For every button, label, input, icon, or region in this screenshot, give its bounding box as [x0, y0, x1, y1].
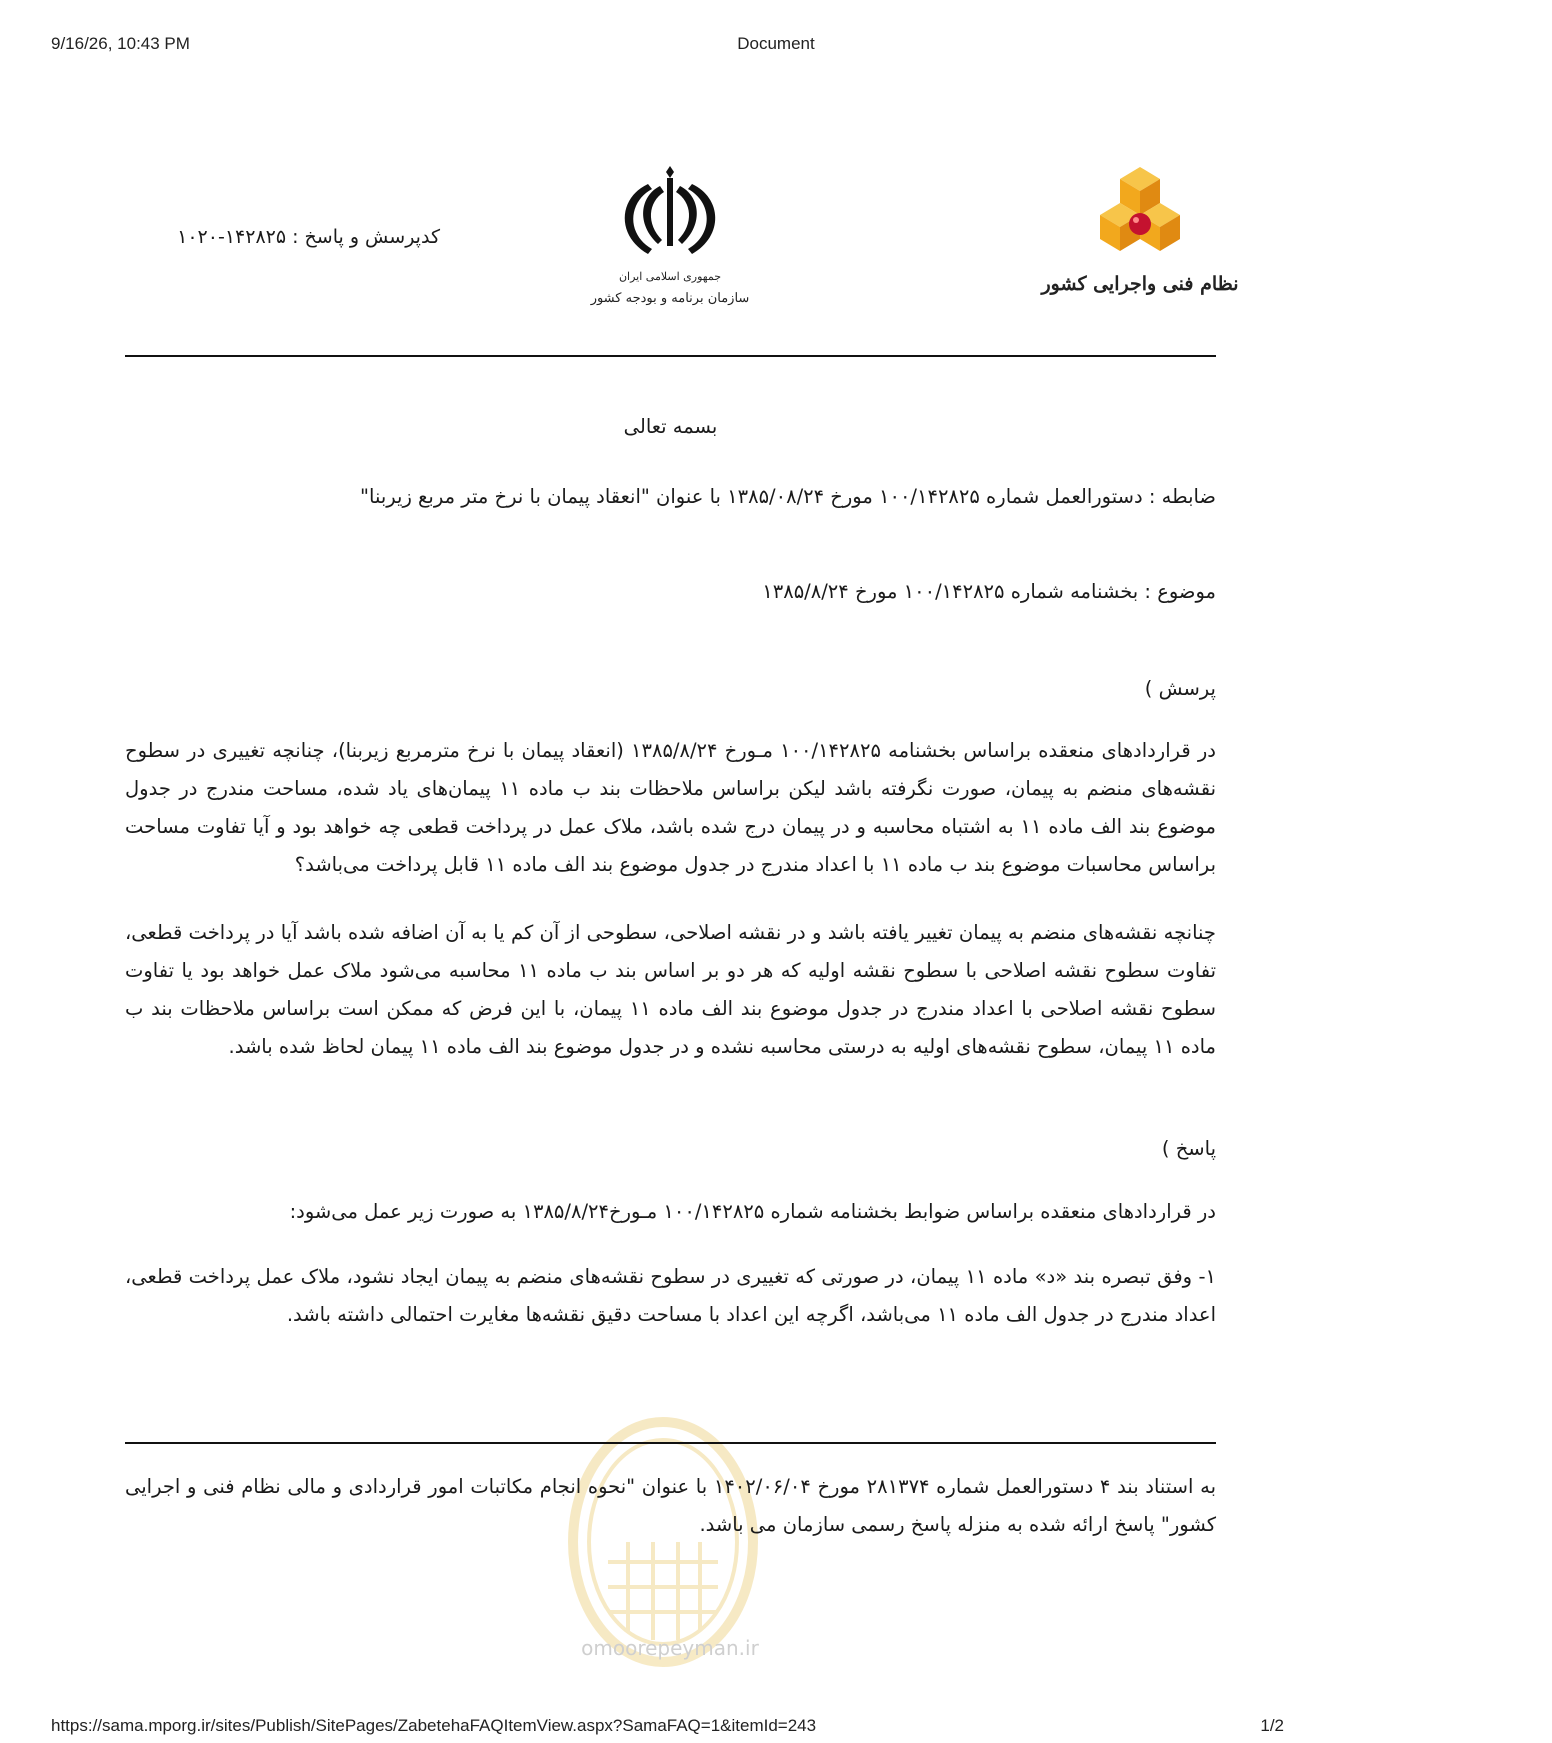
zabeteh-line: ضابطه : دستورالعمل شماره ۱۰۰/۱۴۲۸۲۵ مورخ ۱۳۸۵/۰۸/۲۴ با عنوان "انعقاد پیمان با نرخ متر مربع زیربنا" [360, 485, 1216, 508]
bismillah: بسمه تعالی [623, 415, 718, 438]
iran-emblem-icon [625, 166, 716, 254]
footer-divider [125, 1442, 1216, 1444]
faq-code: کدپرسش و پاسخ : ۱۴۲۸۲۵-۱۰۲۰ [177, 226, 440, 248]
emblem-line2: سازمان برنامه و بودجه کشور [590, 291, 750, 306]
header-divider [125, 355, 1216, 357]
subject-line: موضوع : بخشنامه شماره ۱۰۰/۱۴۲۸۲۵ مورخ ۱۳۸۵/۸/۲۴ [762, 580, 1216, 603]
print-page-number: 1/2 [1260, 1716, 1284, 1735]
print-url[interactable]: https://sama.mporg.ir/sites/Publish/SitePages/ZabetehaFAQItemView.aspx?SamaFAQ=1&itemId=243 [51, 1716, 817, 1735]
question-label: پرسش ) [1144, 677, 1216, 700]
iran-emblem-logo [590, 158, 750, 313]
nezam-fani-logo-text: نظام فنی واجرایی کشور [1041, 273, 1239, 295]
answer-intro: در قراردادهای منعقده براساس ضوابط بخشنامه شماره ۱۰۰/۱۴۲۸۲۵ مـورخ۱۳۸۵/۸/۲۴ به صورت زیر عمل می‌شود: [289, 1200, 1216, 1223]
nezam-fani-logo [1041, 162, 1239, 302]
cube-pyramid-icon [1100, 167, 1180, 251]
answer-label: پاسخ ) [1161, 1137, 1216, 1160]
emblem-line1: جمهوری اسلامی ایران [618, 270, 722, 283]
watermark-site: omoorepeyman.ir [581, 1636, 759, 1660]
print-title: Document [737, 34, 815, 53]
question-paragraph-1: در قراردادهای منعقده براساس بخشنامه ۱۰۰/۱۴۲۸۲۵ مـورخ ۱۳۸۵/۸/۲۴ (انعقاد پیمان با نرخ مترمربع زیربنا)، چنانچه تغییری در سطوح نقشه‌های منضم به پیمان، صورت نگرفته باشد لیکن براساس ملاحظات بند ب ماده ۱۱ پیمان‌های یاد شده، مساحت مندرج در جدول موضوع بند الف ماده ۱۱ به اشتباه محاسبه و در پیمان درج شده باشد، ملاک عمل در پرداخت قطعی چه خواهد بود و آیا تفاوت مساحت براساس محاسبات موضوع بند ب ماده ۱۱ با اعداد مندرج در جدول موضوع بند الف ماده ۱۱ قابل پرداخت می‌باشد؟ [125, 739, 1216, 876]
footer-note: به استناد بند ۴ دستورالعمل شماره ۲۸۱۳۷۴ مورخ ۱۴۰۲/۰۶/۰۴ با عنوان "نحوه انجام مکاتبات امور قراردادی و مالی نظام فنی و اجرایی کشور" پاسخ ارائه شده به منزله پاسخ رسمی سازمان می باشد. [125, 1475, 1216, 1536]
question-paragraph-2: چنانچه نقشه‌های منضم به پیمان تغییر یافته باشد و در نقشه اصلاحی، سطوحی از آن کم یا به آن اضافه شده باشد آیا در پرداخت قطعی، تفاوت سطوح نقشه اصلاحی با سطوح نقشه اولیه که هر دو بر اساس بند ب ماده ۱۱ محاسبه می‌شود ملاک عمل خواهد بود یا تفاوت سطوح نقشه اصلاحی با اعداد مندرج در جدول موضوع بند الف ماده ۱۱ پیمان، با این فرض که ممکن است براساس ملاحظات بند ب ماده ۱۱ پیمان، سطوح نقشه‌های اولیه به درستی محاسبه نشده و در جدول موضوع بند الف ماده ۱۱ پیمان لحاظ شده باشد. [125, 921, 1217, 1058]
answer-item-1: ۱- وفق تبصره بند «د» ماده ۱۱ پیمان، در صورتی که تغییری در سطوح نقشه‌های منضم به پیمان ایجاد نشود، ملاک عمل پرداخت قطعی، اعداد مندرج در جدول الف ماده ۱۱ می‌باشد، اگرچه این اعداد با مساحت دقیق نقشه‌ها مغایرت احتمالی داشته باشد. [125, 1265, 1217, 1326]
print-datetime: 9/16/26, 10:43 PM [51, 34, 190, 53]
